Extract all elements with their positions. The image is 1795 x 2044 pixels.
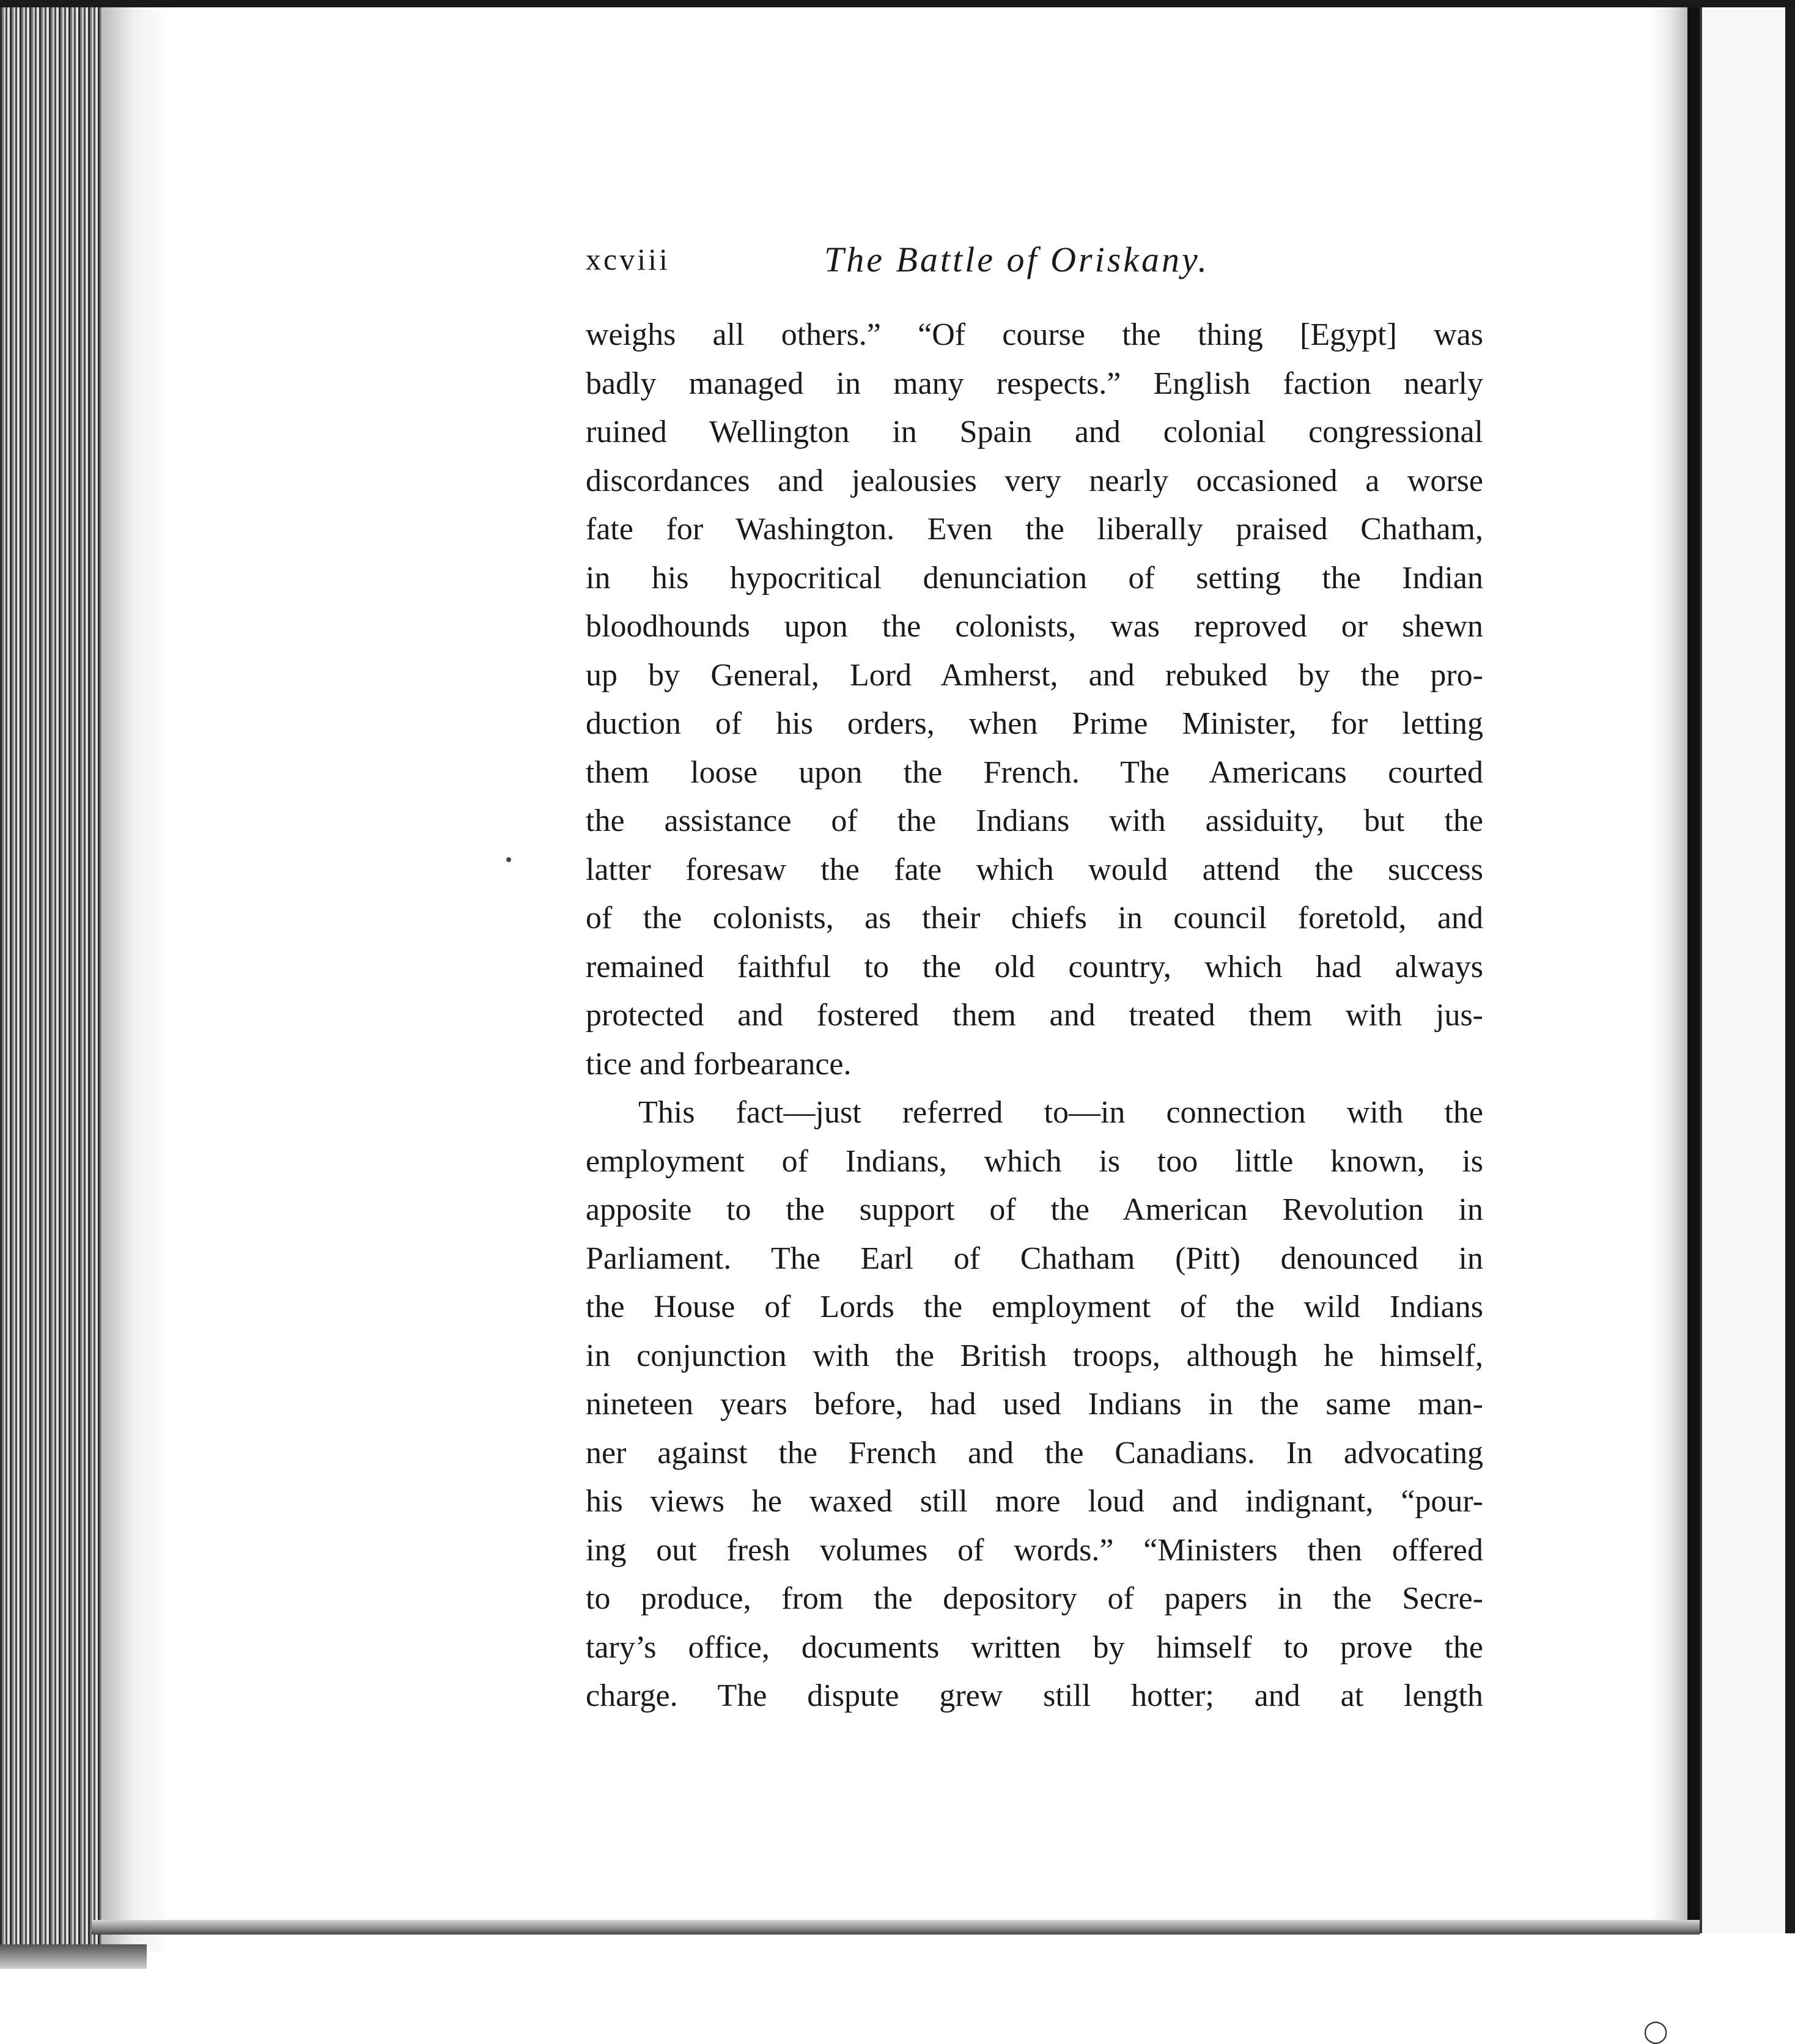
text-line: duction of his orders, when Prime Minister, for letting [586, 706, 1483, 741]
text-line: fate for Washington. Even the liberally praised Chatham, [586, 512, 1483, 547]
text-line: nineteen years before, had used Indians in the same man- [586, 1387, 1483, 1422]
text-line: protected and fostered them and treated them with jus- [586, 998, 1483, 1033]
running-title: The Battle of Oriskany. [824, 240, 1210, 279]
scan-speck [506, 857, 511, 862]
text-line: the assistance of the Indians with assiduity, but the [586, 803, 1483, 838]
page-number: xcviii [586, 242, 670, 276]
text-line: tary’s office, documents written by himself to prove the [586, 1629, 1483, 1665]
text-line: charge. The dispute grew still hotter; and at length [586, 1678, 1483, 1713]
text-line: ing out fresh volumes of words.” “Ministers then offered [586, 1532, 1483, 1568]
text-line: up by General, Lord Amherst, and rebuked by the pro- [586, 657, 1483, 693]
text-line: them loose upon the French. The Americans courted [586, 755, 1483, 790]
corner-mark-icon: ◯ [1643, 2019, 1668, 2044]
gutter-shadow [1651, 7, 1687, 1921]
text-line: employment of Indians, which is too little known, is [586, 1143, 1483, 1179]
text-line: latter foresaw the fate which would attend the success [586, 852, 1483, 887]
scan-top-border [0, 0, 1795, 7]
book-corner-shadow [0, 1944, 147, 1969]
text-line: weighs all others.” “Of course the thing [Egypt] was [586, 317, 1483, 352]
text-line: tice and forbearance. [586, 1046, 852, 1082]
text-line: of the colonists, as their chiefs in council foretold, and [586, 901, 1483, 935]
facing-page-strip [1700, 7, 1795, 1933]
text-line: ner against the French and the Canadians. In advocating [586, 1435, 1483, 1470]
book-fore-edge [0, 7, 103, 1952]
text-line: his views he waxed still more loud and indignant, “pour- [586, 1484, 1483, 1519]
page-bottom-edge [92, 1920, 1700, 1935]
text-line: This fact—just referred to—in connection with the [638, 1095, 1483, 1130]
text-line: remained faithful to the old country, which had always [586, 949, 1483, 984]
text-line: ruined Wellington in Spain and colonial congressional [586, 415, 1483, 449]
running-header [586, 242, 1234, 284]
text-line: apposite to the support of the American Revolution in [586, 1192, 1483, 1227]
text-line: discordances and jealousies very nearly occasioned a worse [586, 463, 1483, 498]
page-edge-shadow [103, 7, 170, 1952]
text-line: the House of Lords the employment of the wild Indians [586, 1289, 1483, 1324]
facing-page-edge [1785, 7, 1795, 1933]
book-gutter [1687, 7, 1700, 1933]
text-line: bloodhounds upon the colonists, was reproved or shewn [586, 609, 1483, 644]
text-line: badly managed in many respects.” English faction nearly [586, 366, 1483, 401]
text-line: to produce, from the depository of papers in the Secre- [586, 1581, 1483, 1616]
text-line: Parliament. The Earl of Chatham (Pitt) denounced in [586, 1241, 1483, 1276]
text-line: in his hypocritical denunciation of setting the Indian [586, 560, 1483, 596]
body-text [586, 311, 1483, 1721]
text-line: in conjunction with the British troops, although he himself, [586, 1338, 1483, 1373]
